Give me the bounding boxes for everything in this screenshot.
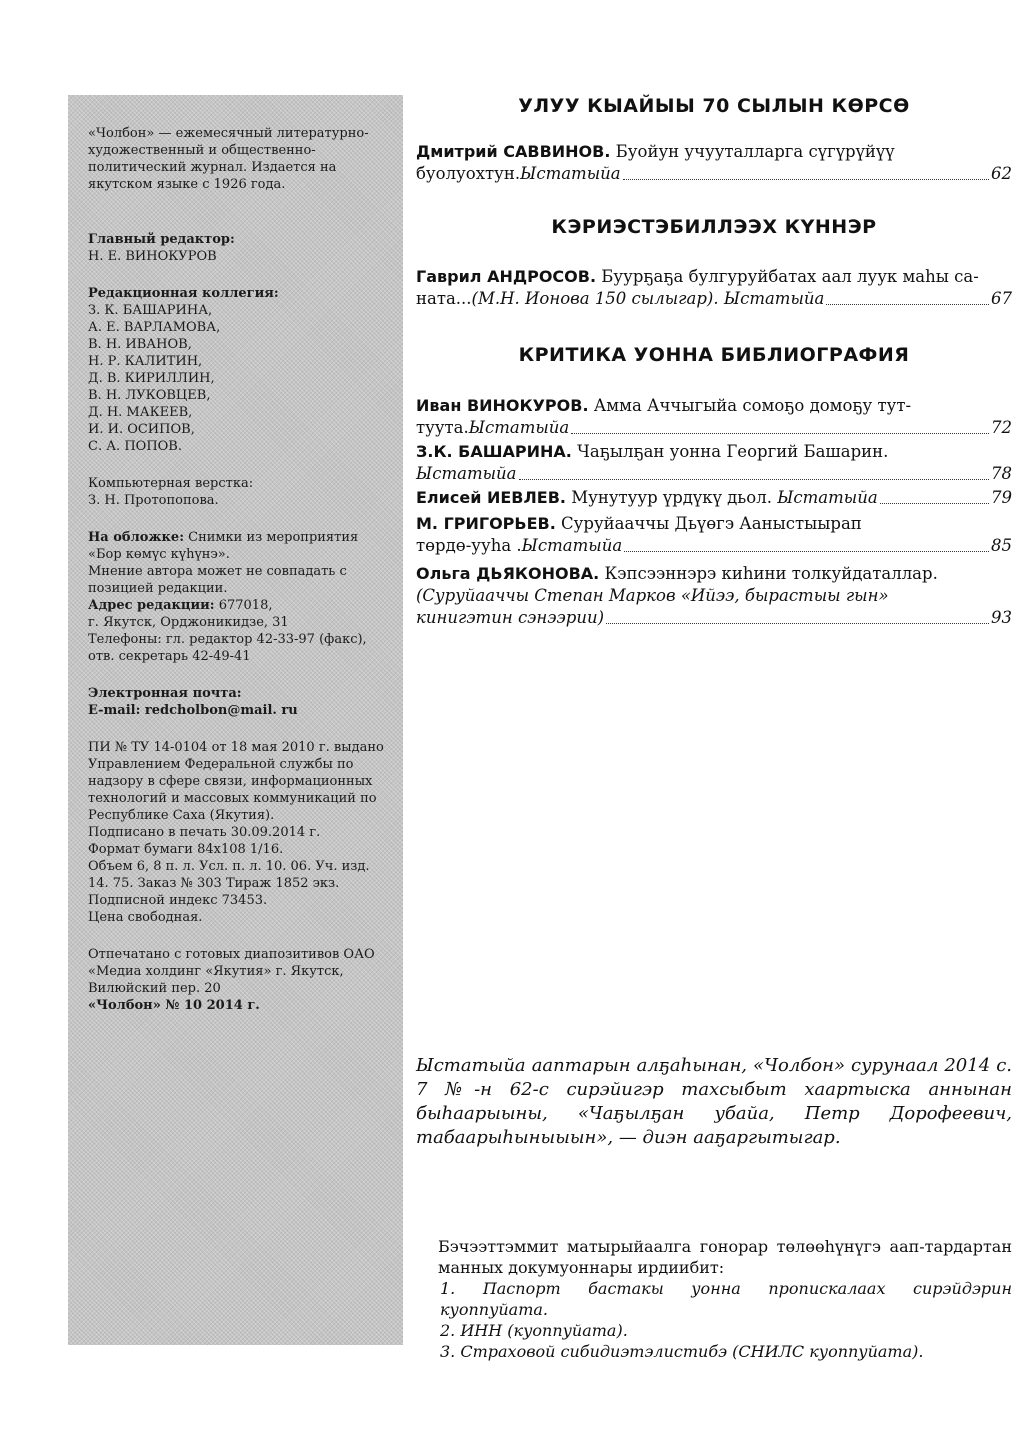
required-documents-list — [438, 1278, 1012, 1362]
honorarium-intro: Бэчээттэммит матырыйаалга гонорар төлөөһүнүгэ аап-тардартан манных докумуоннары ирдиибит: — [438, 1237, 1012, 1277]
entry-author: Гаврил АНДРОСОВ. — [416, 267, 597, 286]
entry-page: 67 — [991, 289, 1012, 308]
disclaimer: Мнение автора может не совпадать с позицией редакции. — [88, 564, 347, 596]
journal-description: «Чолбон» — ежемесячный литературно-художественный и общественно-политический журнал. Издается на якутском языке с 1926 года. — [88, 126, 369, 192]
address-label: Адрес редакции: — [88, 598, 215, 613]
print-line: Подписано в печать 30.09.2014 г. — [88, 825, 321, 840]
chief-editor-name: Н. Е. ВИНОКУРОВ — [88, 249, 217, 264]
entry-author: Елисей ИЕВЛЕВ. — [416, 488, 566, 507]
dot-leader — [606, 623, 989, 624]
layout-block — [88, 475, 389, 509]
toc-entry[interactable] — [416, 141, 1012, 185]
board-member: А. Е. ВАРЛАМОВА, — [88, 320, 221, 335]
toc-entry[interactable] — [416, 266, 1012, 310]
entry-title-cont: ната... — [416, 289, 472, 308]
print-line: 14. 75. Заказ № 303 Тираж 1852 экз. — [88, 876, 340, 891]
print-line: Формат бумаги 84х108 1/16. — [88, 842, 284, 857]
dot-leader — [826, 304, 989, 305]
entry-title: Кэпсээннэрэ киһини толкуйдаталлар. — [599, 564, 938, 583]
entry-author: Дмитрий САВВИНОВ. — [416, 142, 611, 161]
list-item: 1. Паспорт бастакы уонна пропискалаах сирэйдэрин куоппуйата. — [440, 1279, 1012, 1319]
entry-title: Суруйааччы Дьүөгэ Ааныстыырап — [555, 514, 862, 533]
list-item: 3. Страховой сибидиэтэлистибэ (СНИЛС куоппуйата). — [440, 1342, 924, 1361]
entry-page: 85 — [991, 536, 1012, 555]
toc-entry[interactable] — [416, 513, 1012, 557]
entry-author: М. ГРИГОРЬЕВ. — [416, 514, 556, 533]
entry-author: Иван ВИНОКУРОВ. — [416, 396, 589, 415]
board-member: В. Н. ИВАНОВ, — [88, 337, 192, 352]
editorial-board-label: Редакционная коллегия: — [88, 286, 279, 301]
printer-info: Отпечатано с готовых диапозитивов ОАО «Медиа холдинг «Якутия» г. Якутск, Вилюйский пер. 20 — [88, 947, 375, 996]
entry-genre: Ыстатыйа — [521, 536, 623, 555]
entry-page: 72 — [991, 418, 1012, 437]
dot-leader — [571, 433, 989, 434]
toc-entry[interactable] — [416, 395, 1012, 439]
entry-title-cont: буолуохтун. — [416, 164, 521, 183]
cover-label: На обложке: — [88, 530, 184, 545]
correction-note: Ыстатыйа ааптарын алҕаһынан, «Чолбон» сурунаал 2014 с. 7 №-н 62-с сирэйигэр тахсыбыт хаартыска аннынан быһаарыыны, «Чаҕылҕан убайа, Петр Дорофеевич, табаарыһыныыын», — диэн ааҕаргытыгар. — [416, 1055, 1012, 1148]
email-address[interactable]: E-mail: redcholbon@mail. ru — [88, 703, 298, 718]
entry-subtitle: (Суруйааччы Степан Марков «Ийээ, бырастыы гын» — [416, 586, 889, 605]
layout-person: З. Н. Протопопова. — [88, 493, 219, 508]
list-item: 2. ИНН (куоппуйата). — [440, 1321, 628, 1340]
entry-title: Буурҕаҕа булгуруйбатах аал луук маһы са- — [596, 267, 979, 286]
print-info-block — [88, 824, 389, 926]
address-line: 677018, — [214, 598, 273, 613]
entry-title-cont: төрдө-ууһа . — [416, 536, 522, 555]
board-member: С. А. ПОПОВ. — [88, 439, 182, 454]
address-block — [88, 597, 389, 665]
entry-genre: Ыстатыйа — [416, 464, 517, 483]
email-block — [88, 685, 389, 719]
print-line: Подписной индекс 73453. — [88, 893, 268, 908]
entry-genre: Ыстатыйа — [468, 418, 570, 437]
entry-subtitle: (М.Н. Ионова 150 сылыгар). Ыстатыйа — [471, 289, 825, 308]
board-member: Д. Н. МАКЕЕВ, — [88, 405, 193, 420]
toc-entry[interactable] — [416, 487, 1012, 509]
section-heading: УЛУУ КЫАЙЫЫ 70 СЫЛЫН КӨРСӨ — [518, 95, 910, 117]
entry-page: 62 — [991, 164, 1012, 183]
dot-leader — [519, 479, 989, 480]
entry-page: 93 — [991, 608, 1012, 627]
entry-page: 79 — [991, 488, 1012, 507]
address-line: Телефоны: гл. редактор 42-33-97 (факс), — [88, 632, 367, 647]
entry-author: З.К. БАШАРИНА. — [416, 442, 572, 461]
entry-genre: Ыстатыйа — [520, 164, 621, 183]
entry-genre: Ыстатыйа — [777, 488, 878, 507]
license-info: ПИ № ТУ 14-0104 от 18 мая 2010 г. выдано Управлением Федеральной службы по надзору в сфере связи, информационных технологий и массовых коммуникаций по Республике Саха (Якутия). — [88, 740, 384, 823]
email-label: Электронная почта: — [88, 686, 242, 701]
imprint-sidebar — [68, 95, 403, 1345]
print-line: Объем 6, 8 п. л. Усл. п. л. 10. 06. Уч. изд. — [88, 859, 370, 874]
entry-title-cont: туута. — [416, 418, 469, 437]
address-line: г. Якутск, Орджоникидзе, 31 — [88, 615, 289, 630]
board-member: Н. Р. КАЛИТИН, — [88, 354, 203, 369]
entry-title: Буойун учууталларга сүгүрүйүү — [610, 142, 895, 161]
print-line: Цена свободная. — [88, 910, 203, 925]
honorarium-block — [438, 1236, 1012, 1362]
dot-leader — [623, 179, 989, 180]
layout-label: Компьютерная верстка: — [88, 476, 254, 491]
dot-leader — [880, 503, 989, 504]
entry-author: Ольга ДЬЯКОНОВА. — [416, 564, 600, 583]
section-heading: КРИТИКА УОННА БИБЛИОГРАФИЯ — [518, 344, 910, 366]
section-heading: КЭРИЭСТЭБИЛЛЭЭХ КҮННЭР — [551, 216, 877, 238]
issue-number: «Чолбон» № 10 2014 г. — [88, 998, 260, 1013]
editorial-board-block — [88, 285, 389, 455]
board-member: И. И. ОСИПОВ, — [88, 422, 195, 437]
board-member: В. Н. ЛУКОВЦЕВ, — [88, 388, 211, 403]
dot-leader — [624, 551, 989, 552]
entry-title: Чаҕылҕан уонна Георгий Башарин. — [571, 442, 889, 461]
board-member: Д. В. КИРИЛЛИН, — [88, 371, 215, 386]
toc-entry[interactable] — [416, 441, 1012, 485]
chief-editor-block — [88, 231, 389, 265]
entry-page: 78 — [991, 464, 1012, 483]
board-member: З. К. БАШАРИНА, — [88, 303, 213, 318]
entry-title: Амма Аччыгыйа сомоҕо домоҕу тут- — [588, 396, 912, 415]
toc-entry[interactable] — [416, 563, 1012, 629]
cover-text: Снимки из мероприятия «Бор көмүс күһүнэ». — [88, 530, 359, 562]
entry-subtitle-cont: кинигэтин сэнээрии) — [416, 608, 605, 627]
chief-editor-label: Главный редактор: — [88, 232, 235, 247]
entry-title: Мунутуур үрдүкү дьол. — [565, 488, 778, 507]
address-line: отв. секретарь 42-49-41 — [88, 649, 251, 664]
cover-info — [88, 529, 389, 563]
